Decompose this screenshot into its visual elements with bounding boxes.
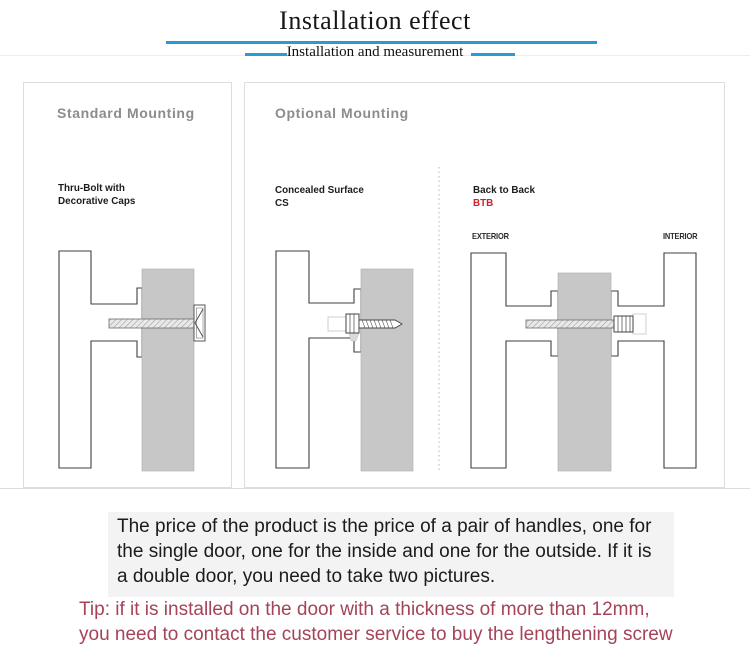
section-divider xyxy=(0,488,750,489)
price-note-line1: The price of the product is the price of a pair of handles, one for xyxy=(117,516,652,537)
price-note-line2: the single door, one for the inside and one for the outside. If it is xyxy=(117,541,652,562)
optional-mounting-panel xyxy=(244,82,725,488)
back-to-back-name: Back to Back xyxy=(473,184,535,196)
back-to-back-code: BTB xyxy=(473,197,494,209)
concealed-surface-name: Concealed Surface xyxy=(275,184,364,196)
standard-mounting-panel xyxy=(23,82,232,488)
exterior-label: EXTERIOR xyxy=(472,231,509,241)
concealed-surface-diagram xyxy=(276,251,413,471)
tip-note-line2: you need to contact the customer service to buy the lengthening screw xyxy=(79,624,673,645)
page-title: Installation effect xyxy=(279,6,471,35)
page-subtitle: Installation and measurement xyxy=(286,44,464,60)
tip-note-line1: Tip: if it is installed on the door with a thickness of more than 12mm, xyxy=(79,599,650,620)
price-note xyxy=(117,514,651,589)
optional-mounting-diagrams xyxy=(245,83,724,487)
concealed-surface-label xyxy=(275,184,364,210)
thru-bolt-label-line1: Thru-Bolt with xyxy=(58,182,125,194)
concealed-surface-code: CS xyxy=(275,197,289,209)
standard-mounting-heading: Standard Mounting xyxy=(57,105,195,121)
thru-bolt-label xyxy=(58,182,135,208)
back-to-back-label xyxy=(473,184,535,210)
price-note-line3: a double door, you need to take two pictures. xyxy=(117,566,496,587)
optional-mounting-heading: Optional Mounting xyxy=(275,105,409,121)
thru-bolt-diagram xyxy=(24,83,231,487)
tip-note xyxy=(79,597,673,647)
interior-label: INTERIOR xyxy=(663,231,698,241)
thru-bolt-label-line2: Decorative Caps xyxy=(58,195,136,207)
back-to-back-diagram xyxy=(471,253,696,471)
